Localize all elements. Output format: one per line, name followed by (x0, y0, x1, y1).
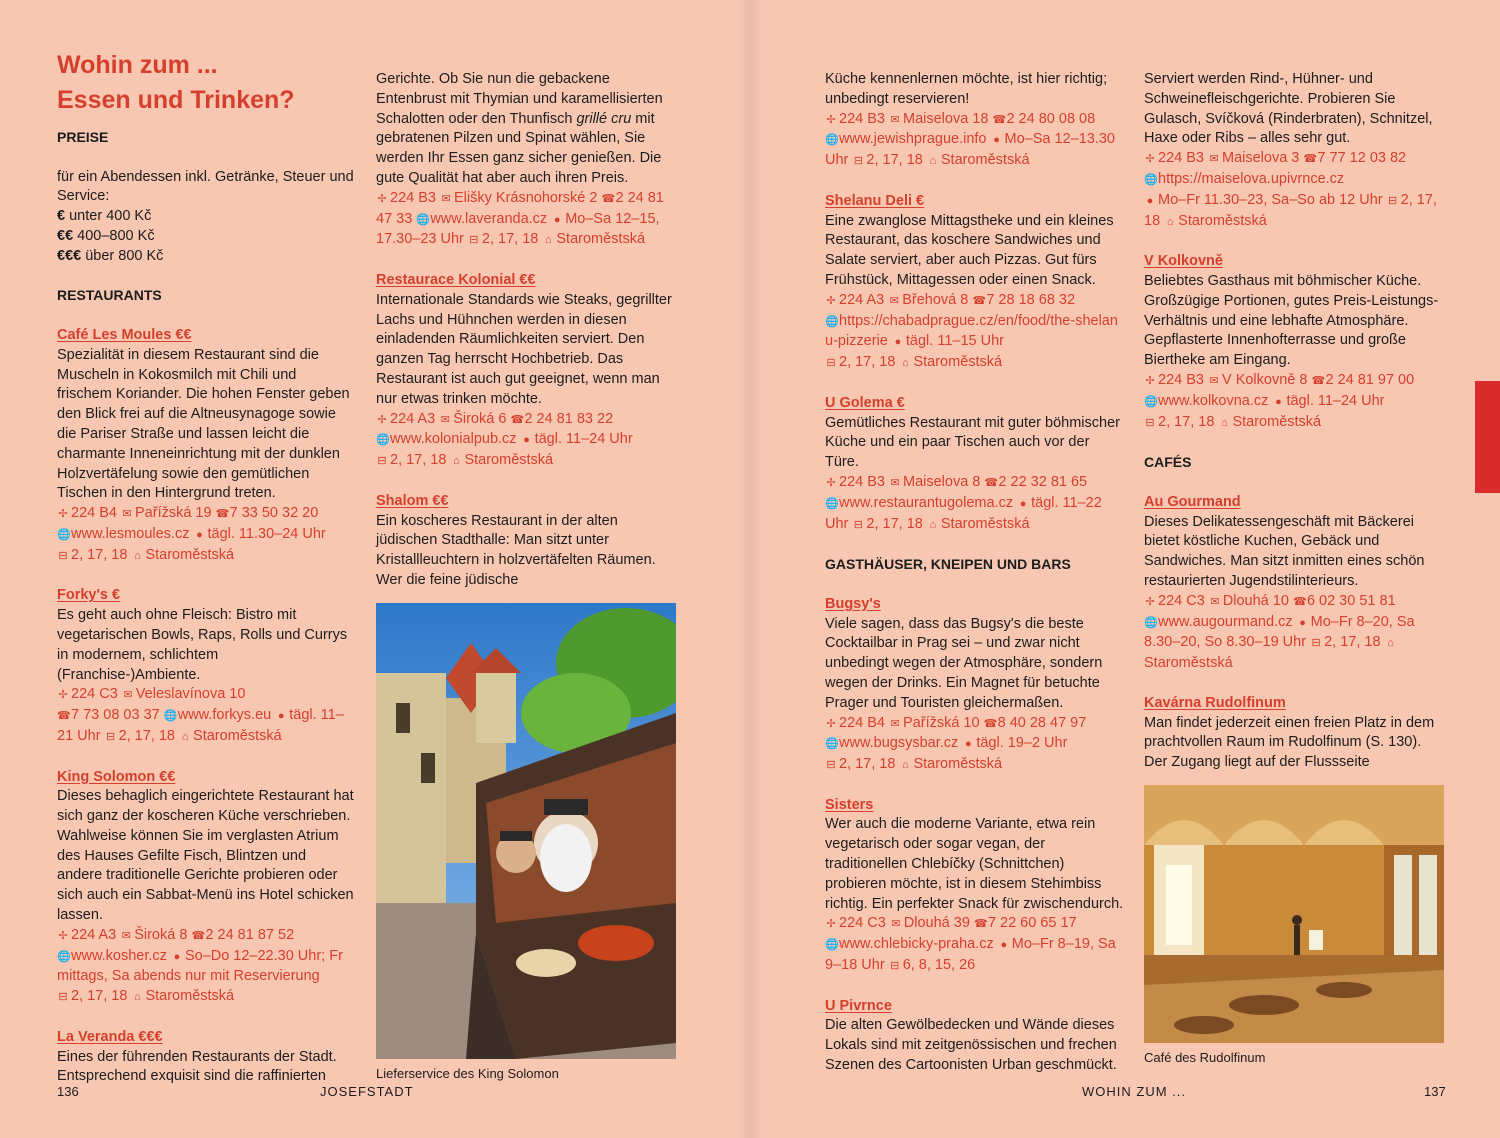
entry-text-continued: Serviert werden Rind-, Hühner- und Schweinefleischgerichte. Probieren Sie Gulasch, Svíčková (Rinderbraten), Schnitzel, Haxe oder Ribs – alles sehr gut. (1144, 71, 1433, 147)
entry-text: Wer auch die moderne Variante, etwa rein vegetarisch oder sogar vegan, der traditionellen Chlebíčky (Schnittchen) probieren möchte, ist in diesem Stehimbiss richtig. Ein perfekter Snack für zwischendurch. (825, 816, 1124, 912)
stop-icon: ⌂ (545, 234, 552, 247)
tram-icon: ⊟ (1388, 194, 1398, 207)
map-icon: ✢ (826, 918, 836, 931)
clock-icon: ● (1000, 939, 1008, 952)
entry-name-shelanu[interactable]: Shelanu Deli € (825, 192, 925, 209)
entry-text: Ein koscheres Restaurant in der alten jüdischen Stadthalle: Man sitzt unter Kristallleuchtern in holzvertäfelten Räumen. Wer die feine jüdische (376, 512, 656, 588)
book-gutter (738, 0, 762, 1138)
stop-icon: ⌂ (134, 991, 141, 1004)
photo-cafe-rudolfinum (1144, 785, 1444, 1043)
phone-icon: ☎ (57, 710, 71, 723)
web-link[interactable]: www.kosher.cz (71, 947, 167, 964)
map-icon: ✢ (826, 113, 836, 126)
map-icon: ✢ (58, 689, 68, 702)
restaurants-heading: RESTAURANTS (57, 287, 162, 304)
entry-info: ✢ 224 A3 ✉ Široká 8 ☎2 24 81 87 52 🌐www.kosher.cz ● So–Do 12–22.30 Uhr; Fr mittags, Sa abends nur mit Reservierung ⊟ 2, 17, 18 ⌂ Staroměstská (57, 926, 355, 1008)
phone-icon: ☎ (992, 113, 1007, 126)
page-number-right: 137 (1424, 1084, 1446, 1099)
stop-icon: ⌂ (902, 357, 909, 370)
price-tier: €€ 400–800 Kč (57, 227, 155, 244)
entry-info: ✢ 224 C3 ✉ Dlouhá 39 ☎7 22 60 65 17 🌐www.chlebicky-praha.cz ● Mo–Fr 8–19, Sa 9–18 Uhr ⊟ 6, 8, 15, 26 (825, 914, 1125, 976)
map-icon: ✢ (58, 508, 68, 521)
tram-icon: ⊟ (826, 759, 836, 772)
tram-icon: ⊟ (853, 518, 864, 531)
entry-text: Dieses behaglich eingerichtete Restaurant hat sich ganz der koscheren Küche verschrieben. Wahlweise können Sie im verglasten Atrium des Hauses Gefilte Fisch, Blintzen und andere traditionelle Gerichte probieren oder sich auch ein Sabbat-Menü ins Hotel schicken lassen. (57, 788, 354, 924)
entry-info: ✢ 224 B3 ✉ Maiselova 18 ☎2 24 80 08 08 🌐www.jewishprague.info ● Mo–Sa 12–13.30 Uhr ⊟ 2, 17, 18 ⌂ Staroměstská (825, 110, 1125, 172)
entry-info: ✢ 224 C3 ✉ Dlouhá 10 ☎6 02 30 51 81 🌐www.augourmand.cz ● Mo–Fr 8–20, Sa 8.30–20, So 8.30–19 Uhr ⊟ 2, 17, 18 ⌂Staroměstská (1144, 592, 1415, 672)
entry-name-bugsy[interactable]: Bugsy's (825, 595, 881, 612)
web-icon: 🌐 (376, 434, 390, 447)
map-icon: ✢ (377, 413, 387, 426)
web-icon: 🌐 (825, 134, 839, 147)
entry-name-solomon[interactable]: King Solomon €€ (57, 768, 176, 785)
entry-info: ✢ 224 A3 ✉ Široká 6 ☎2 24 81 83 22 🌐www.kolonialpub.cz ● tägl. 11–24 Uhr ⊟ 2, 17, 18 ⌂ Staroměstská (376, 410, 676, 472)
right-column-2 (1144, 70, 1444, 1066)
prices-heading: PREISE (57, 129, 109, 145)
map-icon: ✢ (1145, 153, 1155, 166)
running-head-left: JOSEFSTADT (320, 1084, 414, 1099)
clock-icon: ● (1299, 616, 1306, 629)
entry-text: Internationale Standards wie Steaks, gegrillter Lachs und Hühnchen werden in diesen einladenden Räumlichkeiten serviert. Den ganzen Tag herrscht Hochbetrieb. Das Restaurant ist auch gut geeignet, wenn man nur etwas trinken möchte. (376, 291, 672, 407)
entry-name-golema[interactable]: U Golema € (825, 394, 905, 411)
running-head-right: WOHIN ZUM ... (1082, 1084, 1186, 1099)
web-icon: 🌐 (1144, 616, 1158, 629)
phone-icon: ☎ (983, 717, 998, 730)
entry-info: ✢ 224 A3 ✉ Břehová 8 ☎7 28 18 68 32 🌐https://chabadprague.cz/en/food/the-shelanu-pizzerie ● tägl. 11–15 Uhr ⊟ 2, 17, 18 ⌂ Staroměstská (825, 291, 1125, 374)
phone-icon: ☎ (191, 929, 206, 942)
clock-icon: ● (553, 213, 561, 226)
pubs-heading: GASTHÄUSER, KNEIPEN UND BARS (825, 556, 1071, 573)
web-link[interactable]: www.kolonialpub.cz (390, 431, 517, 448)
clock-icon: ● (173, 950, 181, 963)
entry-info: ✢ 224 B3 ✉ Maiselova 8 ☎2 22 32 81 65 🌐www.restaurantugolema.cz ● tägl. 11–22 Uhr ⊟ 2, 17, 18 ⌂ Staroměstská (825, 473, 1125, 535)
web-link[interactable]: www.laveranda.cz (430, 210, 548, 227)
stop-icon: ⌂ (929, 518, 937, 531)
entry-text: Es geht auch ohne Fleisch: Bistro mit vegetarischen Bowls, Raps, Rolls und Currys in modernem, schlichtem (Franchise-)Ambiente. (57, 607, 348, 683)
entry-name-forkys[interactable]: Forky's € (57, 587, 121, 604)
tram-icon: ⊟ (1311, 637, 1321, 650)
clock-icon: ● (196, 528, 203, 541)
address-icon: ✉ (890, 476, 900, 489)
chapter-tab (1475, 381, 1500, 493)
photo-king-solomon-van (376, 603, 676, 1059)
entry-text: Spezialität in diesem Restaurant sind die Muscheln in Kokosmilch mit Chili und frischem Koriander. Die hohen Fenster geben den Blick frei auf die Altneusynagoge sowie die Pariser Straße und lassen leicht die charmante Inneneinrichtung mit der dunklen Holzvertäfelung sowie den gemütlichen Tischen in den Hintergrund treten. (57, 346, 350, 502)
tram-icon: ⊟ (377, 455, 387, 468)
tram-icon: ⊟ (58, 549, 68, 562)
entry-text: Die alten Gewölbedecken und Wände dieses Lokals sind mit zeitgenössischen und frechen Szenen des Cartoonisten Urban geschmückt. (825, 1017, 1117, 1074)
stop-icon: ⌂ (134, 549, 141, 562)
entry-info: ✢ 224 B3 ✉ Elišky Krásnohorské 2 ☎2 24 81 47 33 🌐www.laveranda.cz ● Mo–Sa 12–15, 17.30–23 Uhr ⊟ 2, 17, 18 ⌂ Staroměstská (376, 189, 676, 251)
tram-icon: ⊟ (826, 357, 836, 370)
map-icon: ✢ (826, 476, 836, 489)
page-title: Wohin zum ... Essen und Trinken? (57, 51, 295, 114)
entry-info: ✢ 224 B4 ✉ Pařížská 19 ☎7 33 50 32 20 🌐www.lesmoules.cz ● tägl. 11.30–24 Uhr ⊟ 2, 17, 18 ⌂ Staroměstská (57, 504, 355, 566)
phone-icon: ☎ (215, 508, 230, 521)
address-icon: ✉ (121, 929, 131, 942)
clock-icon: ● (894, 336, 902, 349)
entry-name-moules[interactable]: Café Les Moules €€ (57, 326, 192, 343)
web-link[interactable]: https://maiselova.upivrnce.cz (1158, 170, 1345, 187)
entry-text-continued: Küche kennenlernen möchte, ist hier richtig; unbedingt reservieren! (825, 71, 1108, 107)
prices-intro: für ein Abendessen inkl. Getränke, Steuer und Service: (57, 168, 354, 205)
entry-text: Man findet jederzeit einen freien Platz in dem prachtvollen Raum im Rudolfinum (S. 130). Der Zugang liegt auf der Flussseite (1144, 714, 1435, 771)
web-link[interactable]: www.kolkovna.cz (1158, 392, 1269, 409)
tram-icon: ⊟ (890, 960, 900, 973)
entry-info: ✢ 224 B3 ✉ V Kolkovně 8 ☎2 24 81 97 00 🌐www.kolkovna.cz ● tägl. 11–24 Uhr ⊟ 2, 17, 18 ⌂ Staroměstská (1144, 371, 1444, 433)
web-link[interactable]: www.jewishprague.info (839, 131, 987, 148)
tram-icon: ⊟ (105, 730, 116, 743)
map-icon: ✢ (826, 717, 836, 730)
web-icon: 🌐 (163, 710, 178, 723)
web-link[interactable]: www.augourmand.cz (1158, 613, 1293, 630)
tram-icon: ⊟ (853, 155, 864, 168)
phone-icon: ☎ (1292, 595, 1307, 608)
cafes-heading: CAFÉS (1144, 454, 1192, 471)
entry-name-sisters[interactable]: Sisters (825, 796, 874, 813)
entry-name-kolonial[interactable]: Restaurace Kolonial €€ (376, 271, 536, 288)
entry-text: Eine zwanglose Mittagstheke und ein kleines Restaurant, das koschere Sandwiches und Salate serviert, aber auch Pizzas. Gut fürs Frühstück, Mittagessen oder einen Snack. (825, 212, 1114, 288)
phone-icon: ☎ (973, 918, 988, 931)
stop-icon: ⌂ (929, 155, 937, 168)
map-icon: ✢ (58, 929, 68, 942)
phone-icon: ☎ (601, 192, 616, 205)
web-icon: 🌐 (825, 497, 839, 510)
web-link[interactable]: www.bugsysbar.cz (839, 735, 959, 752)
web-icon: 🌐 (416, 213, 431, 226)
tram-icon: ⊟ (58, 991, 68, 1004)
web-icon: 🌐 (1144, 173, 1158, 186)
map-icon: ✢ (377, 192, 387, 205)
entry-name-veranda[interactable]: La Veranda €€€ (57, 1028, 163, 1045)
entry-info: ✢ 224 B3 ✉ Maiselova 3 ☎7 77 12 03 82 🌐https://maiselova.upivrnce.cz ● Mo–Fr 11.30–23, Sa–So ab 12 Uhr ⊟ 2, 17, 18 ⌂ Staroměstská (1144, 149, 1444, 232)
tram-icon: ⊟ (1145, 416, 1155, 429)
phone-icon: ☎ (984, 476, 999, 489)
clock-icon: ● (523, 434, 530, 447)
phone-icon: ☎ (1311, 374, 1326, 387)
clock-icon: ● (993, 134, 1000, 147)
phone-icon: ☎ (1303, 153, 1318, 166)
entry-name-pivrnce[interactable]: U Pivrnce (825, 997, 892, 1014)
address-icon: ✉ (123, 689, 133, 702)
web-icon: 🌐 (825, 939, 839, 952)
stop-icon: ⌂ (1387, 637, 1394, 650)
web-icon: 🌐 (1144, 395, 1158, 408)
page-number-left: 136 (57, 1084, 79, 1099)
web-icon: 🌐 (57, 528, 71, 541)
photo-caption: Café des Rudolfinum (1144, 1049, 1266, 1065)
address-icon: ✉ (1209, 153, 1219, 166)
web-icon: 🌐 (825, 315, 839, 328)
entry-text: Beliebtes Gasthaus mit böhmischer Küche. Großzügige Portionen, gutes Preis-Leistungs-Verhältnis und eine lebhafte Atmosphäre. Gepflasterte Innenhofterrasse und große Biertheke am Eingang. (1144, 272, 1439, 369)
clock-icon: ● (1146, 194, 1154, 207)
map-icon: ✢ (1145, 595, 1155, 608)
phone-icon: ☎ (510, 413, 525, 426)
map-icon: ✢ (826, 294, 836, 307)
web-link[interactable]: www.forkys.eu (177, 707, 272, 724)
map-icon: ✢ (1145, 374, 1155, 387)
entry-text: Eines der führenden Restaurants der Stadt. Entsprechend exquisit sind die raffinierten (57, 1048, 337, 1085)
stop-icon: ⌂ (453, 455, 460, 468)
clock-icon: ● (277, 710, 285, 723)
price-tier: €€€ über 800 Kč (57, 247, 164, 264)
phone-icon: ☎ (972, 294, 987, 307)
address-icon: ✉ (891, 918, 901, 931)
right-column-1 (825, 70, 1125, 1076)
stop-icon: ⌂ (181, 730, 189, 743)
web-icon: 🌐 (825, 738, 839, 751)
entry-name-kolkovne[interactable]: V Kolkovně (1144, 253, 1223, 270)
address-icon: ✉ (1210, 595, 1220, 608)
left-column-1 (57, 48, 355, 1087)
address-icon: ✉ (440, 413, 450, 426)
entry-info: ✢ 224 C3 ✉ Veleslavínova 10 ☎7 73 08 03 37 🌐www.forkys.eu ● tägl. 11–21 Uhr ⊟ 2, 17, 18 ⌂ Staroměstská (57, 685, 355, 747)
entry-text: Viele sagen, dass das Bugsy's die beste Cocktailbar in Prag sei – und zwar nicht unbedingt wegen der Atmosphäre, sondern wegen der Drinks. Ein Magnet für betuchte Prager und Touristen gleichermaßen. (825, 615, 1103, 711)
entry-info: ✢ 224 B4 ✉ Pařížská 10 ☎8 40 28 47 97 🌐www.bugsysbar.cz ● tägl. 19–2 Uhr ⊟ 2, 17, 18 ⌂ Staroměstská (825, 714, 1125, 776)
web-link[interactable]: www.lesmoules.cz (71, 525, 190, 542)
price-tier: € unter 400 Kč (57, 208, 152, 225)
address-icon: ✉ (890, 113, 900, 126)
stop-icon: ⌂ (1221, 416, 1228, 429)
clock-icon: ● (1275, 395, 1282, 408)
entry-text: Dieses Delikatessengeschäft mit Bäckerei bietet köstliche Kuchen, Gebäck und Sandwiches. Man sitzt inmitten eines schön restaurierten Jugendstilinterieurs. (1144, 513, 1425, 589)
web-icon: 🌐 (57, 950, 71, 963)
web-link[interactable]: https://chabadprague.cz/en/food/the-shelanu-pizzerie (825, 312, 1118, 350)
address-icon: ✉ (441, 192, 451, 205)
address-icon: ✉ (889, 294, 899, 307)
entry-text: Gemütliches Restaurant mit guter böhmischer Küche und ein paar Tischen auch vor der Türe. (825, 414, 1120, 471)
left-column-2 (376, 70, 676, 1082)
clock-icon: ● (1019, 497, 1027, 510)
web-link[interactable]: www.chlebicky-praha.cz (839, 936, 994, 953)
entry-name-shalom[interactable]: Shalom €€ (376, 492, 449, 509)
address-icon: ✉ (122, 508, 132, 521)
entry-name-gourmand[interactable]: Au Gourmand (1144, 493, 1241, 510)
entry-text-continued: Gerichte. Ob Sie nun die gebackene Entenbrust mit Thymian und karamellisierten Schalotten oder den Thunfisch grillé cru mit gebratenen Pilzen und Spinat wählen, Sie werden Ihr Essen ganz sicher genießen. Die gute Qualität hat aber auch ihren Preis. (376, 71, 663, 186)
entry-name-rudolfinum[interactable]: Kavárna Rudolfinum (1144, 694, 1286, 711)
tram-icon: ⊟ (469, 234, 479, 247)
photo-caption: Lieferservice des King Solomon (376, 1065, 559, 1081)
stop-icon: ⌂ (902, 759, 909, 772)
web-link[interactable]: www.restaurantugolema.cz (839, 494, 1014, 511)
address-icon: ✉ (890, 717, 900, 730)
address-icon: ✉ (1209, 374, 1219, 387)
clock-icon: ● (964, 738, 972, 751)
stop-icon: ⌂ (1166, 215, 1174, 228)
